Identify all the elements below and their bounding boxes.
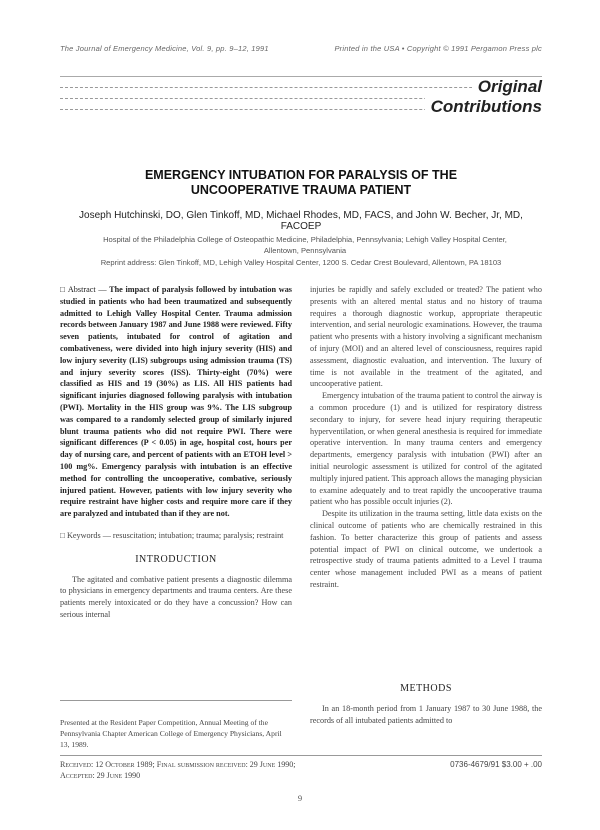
page-number: 9 [297, 793, 303, 803]
accepted-date: Accepted: 29 June 1990 [60, 771, 141, 780]
footnote: Presented at the Resident Paper Competition, Annual Meeting of the Pennsylvania Chapter American College of Emergency Physicians, April 13, 1989. [60, 700, 292, 750]
article-title [60, 168, 542, 198]
affiliation [80, 234, 530, 256]
left-column [60, 284, 292, 621]
methods-paragraph: In an 18-month period from 1 January 1987 to 30 June 1988, the records of all intubated patients admitted to [310, 703, 542, 725]
banner-rule [60, 87, 542, 88]
title-line-1: EMERGENCY INTUBATION FOR PARALYSIS OF THE [144, 168, 458, 182]
keywords: □ Keywords — resuscitation; intubation; trauma; paralysis; restraint [60, 530, 284, 540]
title-line-2: UNCOOPERATIVE TRAUMA PATIENT [190, 183, 412, 197]
introduction-heading: INTRODUCTION [135, 553, 217, 565]
received-date: Received: 12 October 1989; Final submission received: 29 June 1990; [60, 760, 296, 769]
author-list: Joseph Hutchinski, DO, Glen Tinkoff, MD, Michael Rhodes, MD, FACS, and John W. Becher, Jr, MD, FACOEP [79, 210, 523, 232]
abstract-label: □ Abstract — [60, 285, 107, 294]
banner-rule [60, 76, 542, 77]
introduction-paragraph: The agitated and combative patient presents a diagnostic dilemma to physicians in emergency departments and trauma centers. Are these patients merely intoxicated or do they have a concussion? How can serious internal [60, 574, 292, 619]
section-banner [60, 74, 542, 118]
running-header-left: The Journal of Emergency Medicine, Vol. 9, pp. 9–12, 1991 [60, 44, 269, 53]
body-paragraph-2: Emergency intubation of the trauma patient to control the airway is a common procedure (1) and is utilized for respiratory distress secondary to injury, for severe head injury requiring therapeutic hyperventilation, or when general anesthesia is required for immediate operative intervention. In many trauma centers and emergency departments, emergency paralysis with intubation (PWI) after an initial neurologic assessment is utilized for control of the agitated multiply injured patient. This approach allows the managing physician to examine adequately and to treat rapidly the uncooperative trauma patient who has possible occult injuries (2). [310, 391, 542, 507]
methods-heading: METHODS [400, 683, 452, 694]
right-column [310, 284, 542, 591]
affiliation-line-1: Hospital of the Philadelphia College of Osteopathic Medicine, Philadelphia, Pennsylvania; Lehigh Valley Hospital Center, [103, 235, 507, 244]
submission-dates [60, 755, 542, 781]
body-paragraph-1: injuries be rapidly and safely excluded or treated? The patient who presents with an altered mental status and no history of trauma requires a thorough diagnostic workup, appropriate therapeutic intervention, and serial neurologic examinations. However, the trauma patient who presents with a history involving a significant mechanism of injury (MOI) and an altered level of consciousness, requires rapid assessment, diagnostic evaluation, and intervention. The luxury of time is not available in the treatment of the agitated, and uncooperative patient. [310, 285, 542, 389]
methods-section [310, 683, 542, 726]
abstract [60, 284, 292, 520]
running-header-right: Printed in the USA • Copyright © 1991 Pergamon Press plc [334, 44, 542, 53]
banner-word-original: Original [472, 78, 542, 96]
banner-word-contributions: Contributions [425, 98, 542, 116]
affiliation-line-2: Allentown, Pennsylvania [263, 246, 347, 255]
article-code: 0736-4679/91 $3.00 + .00 [450, 760, 542, 769]
body-paragraph-3: Despite its utilization in the trauma setting, little data exists on the clinical outcome of patients who are chemically restrained in this fashion. To better characterize this group of patients and assess potential impact of PWI on clinical outcome, we undertook a retrospective study of trauma patients admitted to a Level I trauma center whose management included PWI as a means of patient restraint. [310, 509, 542, 589]
reprint-address: Reprint address: Glen Tinkoff, MD, Lehigh Valley Hospital Center, 1200 S. Cedar Crest Boulevard, Allentown, PA 18103 [100, 258, 502, 267]
abstract-text: The impact of paralysis followed by intubation was studied in patients who had been traumatized and subsequently admitted to Lehigh Valley Hospital Center. Trauma admission records between January 1987 and June 1988 were reviewed. Fifty seven patients, intubated for control of agitation and combativeness, were divided into high injury severity (HIS) and low injury severity (LIS) subgroups using admission trauma (TS) and injury severity scores (ISS). Thirty-eight (70%) were classified as HIS and 19 (30%) as LIS. All HIS patients had significant injuries diagnosed following paralysis with intubation (PWI). Mortality in the HIS group was 9%. The LIS subgroup was compared to a randomly selected group of similarly injured blunt trauma patients who did not require PWI. There were significant differences (P < 0.05) in age, hospital cost, hours per day of nursing care, and percent of patients with an ETOH level > 100 mg%. Emergency paralysis with intubation is an effective method for controlling the uncooperative, combative, seriously injured patient. However, patients with low injury severity who require restraint have higher costs and require more care if they are paralyzed and intubated than if they are not. [60, 285, 292, 519]
